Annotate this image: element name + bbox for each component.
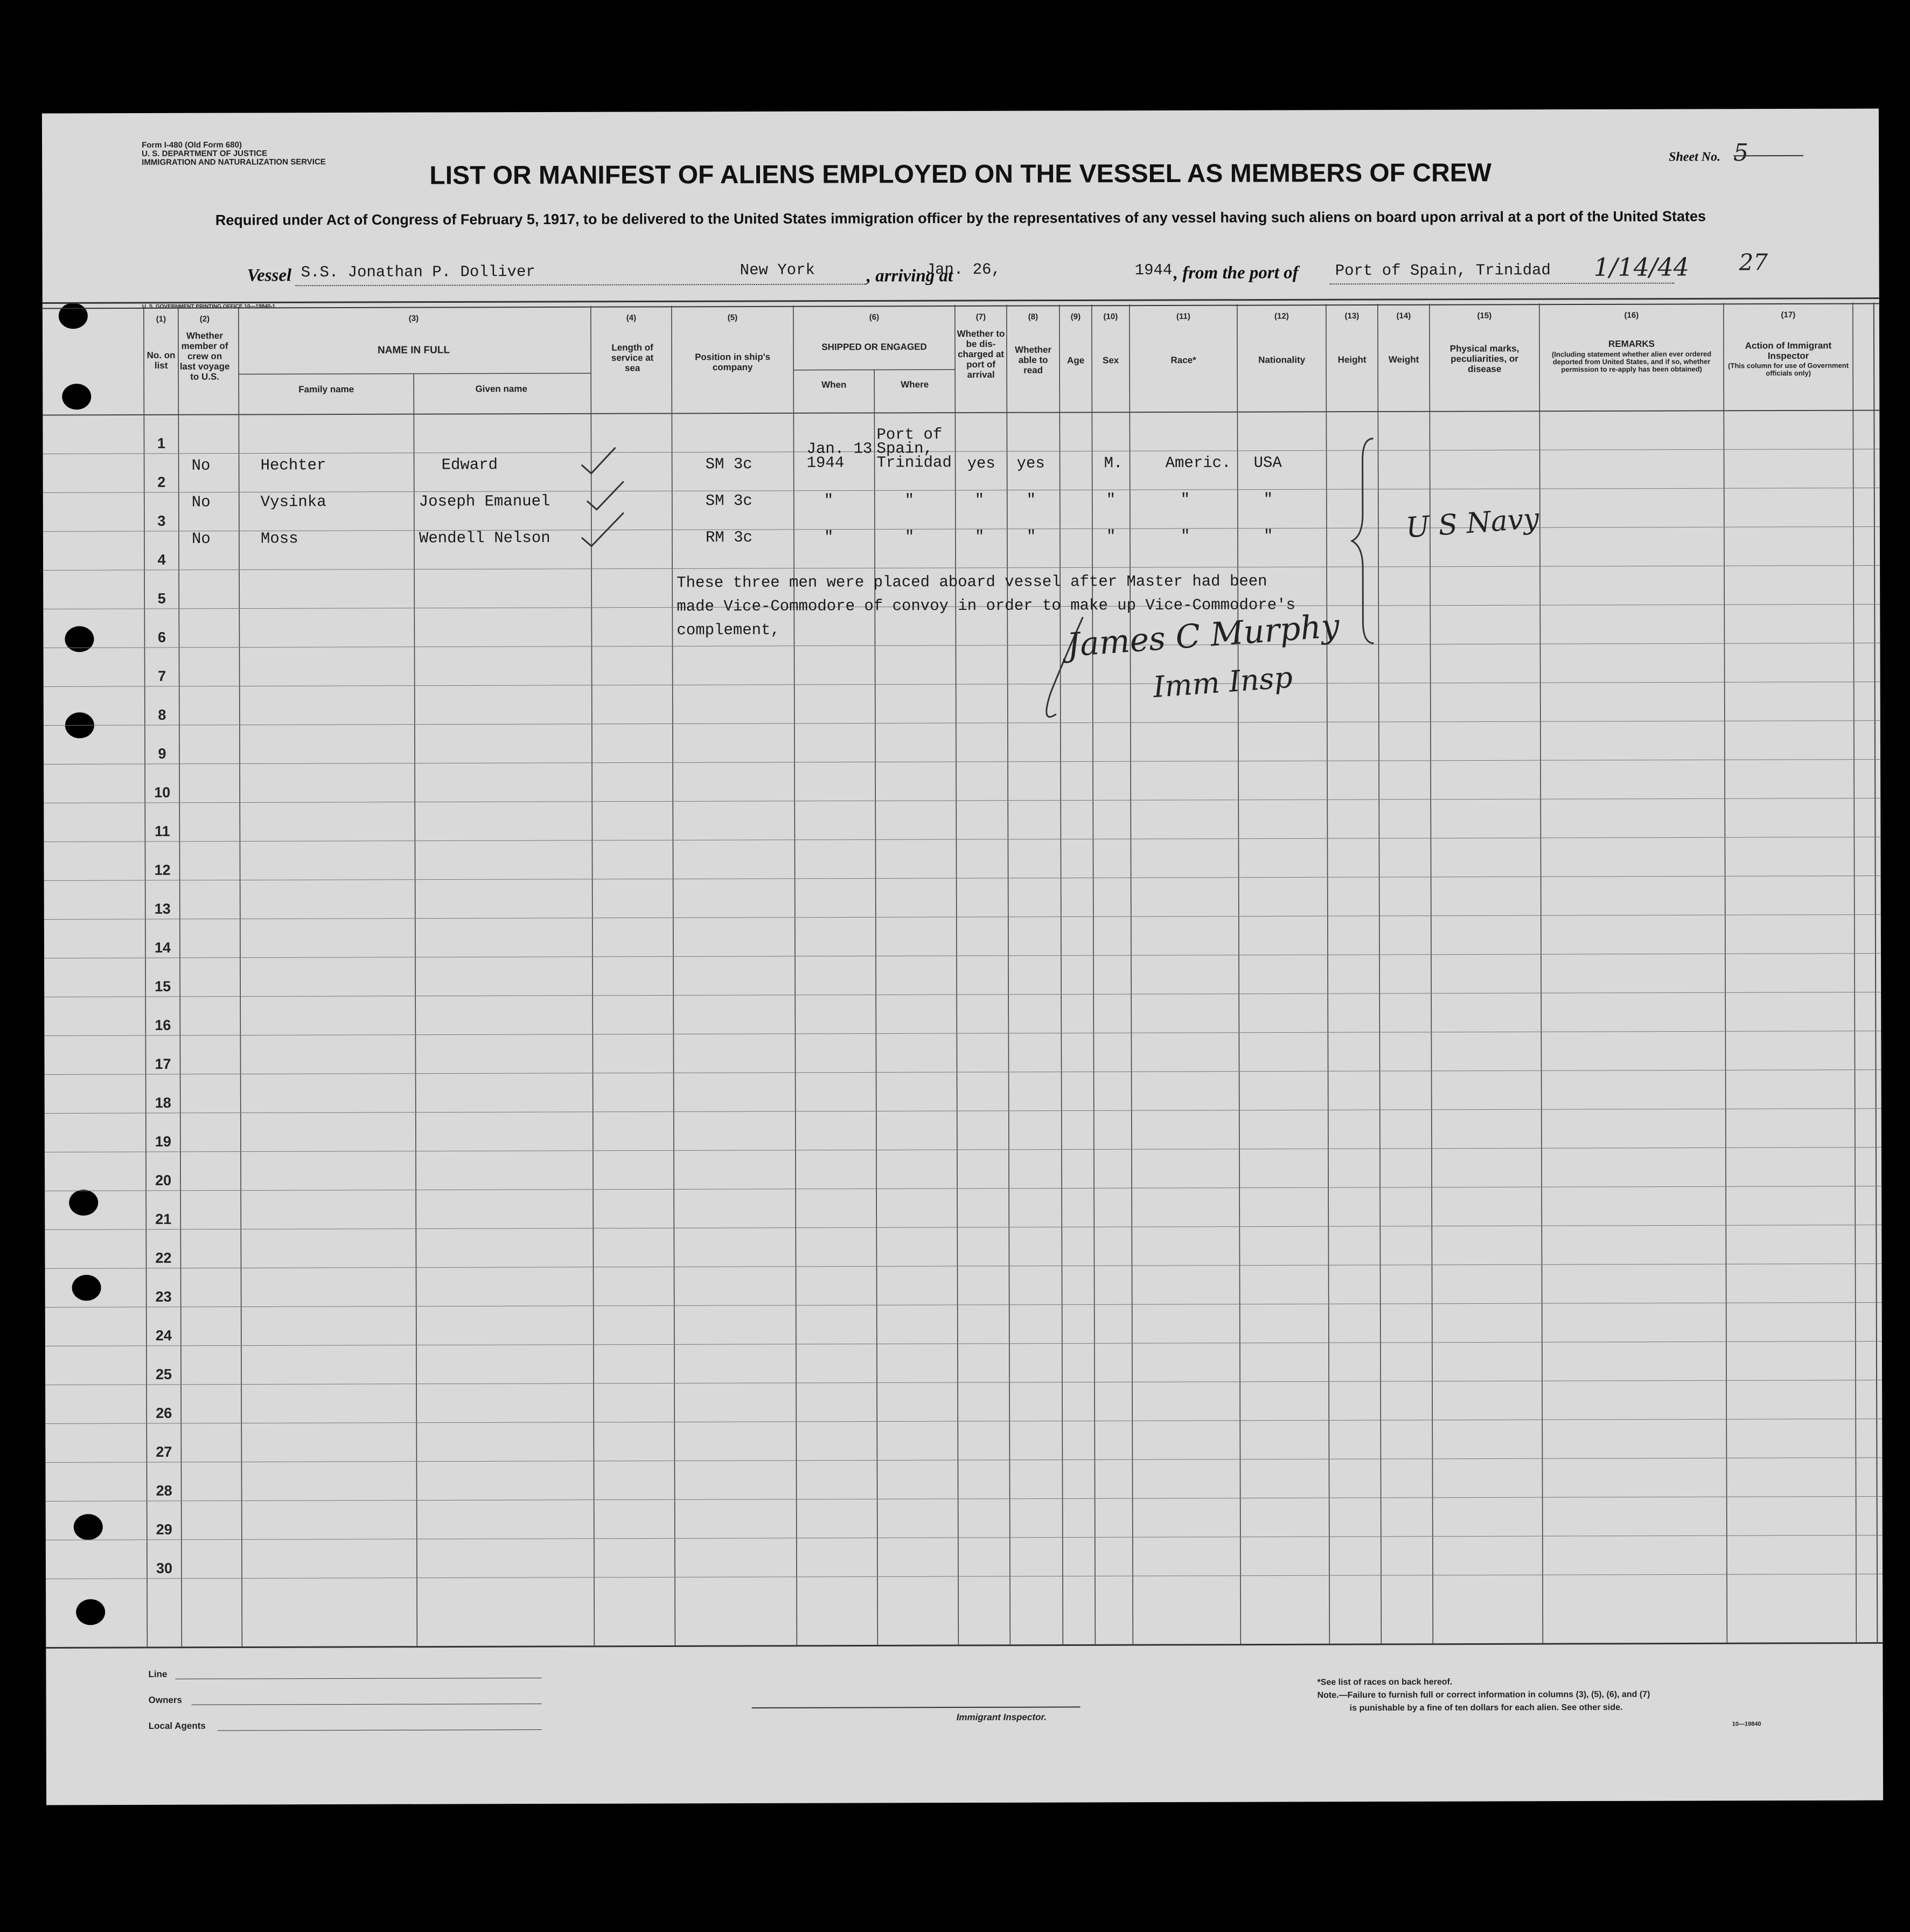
col-num-15: (15)	[1477, 311, 1492, 321]
row-number: 26	[156, 1405, 172, 1421]
note-line-3: complement,	[677, 621, 780, 640]
col-num-10: (10)	[1103, 312, 1118, 322]
cell-nationality: "	[1263, 527, 1273, 545]
vessel-name: S.S. Jonathan P. Dolliver	[301, 263, 535, 282]
cell-nationality: "	[1263, 490, 1273, 509]
footer-owners-label: Owners	[148, 1694, 182, 1705]
row-number: 29	[156, 1521, 172, 1538]
page-subtitle: Required under Act of Congress of February 5, 1917, to be delivered to the United States immigration officer by the representatives of any vessel having such aliens on board upon arrival at a port of the United States	[215, 208, 1706, 228]
col-header-weight: Weight	[1388, 354, 1419, 365]
page-title: LIST OR MANIFEST OF ALIENS EMPLOYED ON THE VESSEL AS MEMBERS OF CREW	[429, 158, 1492, 190]
row-number: 16	[155, 1017, 171, 1033]
col-num-12: (12)	[1274, 311, 1289, 321]
col-header-discharged: Whether to be dis-charged at port of arrival	[957, 328, 1005, 380]
row-number: 13	[154, 900, 171, 917]
col-header-shipped: SHIPPED OR ENGAGED	[821, 342, 927, 352]
cell-read: "	[1026, 491, 1036, 509]
checkmark-icon	[587, 482, 624, 510]
vessel-label: Vessel	[247, 266, 292, 286]
cell-race: "	[1180, 527, 1190, 545]
cell-last-voyage: No	[191, 456, 211, 475]
cell-race: "	[1180, 490, 1190, 509]
cell-position: SM 3c	[705, 455, 752, 474]
arrival-year: 1944	[1134, 261, 1173, 280]
arrival-date: Jan. 26,	[925, 260, 1001, 279]
cell-where-2: Spain,	[876, 440, 933, 458]
col-num-11: (11)	[1176, 311, 1190, 321]
row-number: 23	[155, 1288, 172, 1305]
footer-races-note: *See list of races on back hereof.	[1317, 1677, 1453, 1687]
signature-title: Imm Insp	[1152, 660, 1294, 705]
col-header-given: Given name	[475, 384, 527, 394]
col-header-physical: Physical marks, peculiarities, or disease	[1449, 343, 1519, 374]
cell-sex: "	[1106, 527, 1116, 546]
col-header-position: Position in ship's company	[695, 351, 771, 373]
col-header-remarks-note: (Including statement whether alien ever ordered deported from United States, and if so, whether permission to re-apply has been obtained)	[1551, 350, 1712, 374]
cell-given-name: Joseph Emanuel	[419, 492, 550, 511]
printing-office: U. S. GOVERNMENT PRINTING OFFICE 10—19840-1	[142, 303, 276, 310]
form-number: Form I-480 (Old Form 680)	[142, 140, 242, 150]
note-line-2: made Vice-Commodore of convoy in order to make up Vice-Commodore's	[677, 596, 1295, 616]
row-number: 2	[157, 474, 166, 490]
col-header-where: Where	[901, 379, 929, 390]
cell-nationality: USA	[1253, 454, 1282, 472]
col-header-read: Whether able to read	[1015, 344, 1052, 376]
sheet-label: Sheet No.	[1669, 150, 1721, 164]
cell-when-date: Jan. 13	[806, 440, 873, 458]
col-header-sex: Sex	[1102, 355, 1119, 366]
col-header-action: Action of Immigrant Inspector	[1745, 340, 1832, 362]
col-header-family: Family name	[298, 384, 354, 395]
handwritten-marks	[42, 109, 1883, 1805]
cell-discharged: yes	[967, 454, 995, 472]
col-header-height: Height	[1337, 355, 1367, 365]
row-number: 12	[154, 861, 171, 878]
cell-family-name: Hechter	[260, 456, 326, 475]
col-num-2: (2)	[199, 314, 210, 324]
remark-handwritten: U S Navy	[1405, 502, 1540, 545]
col-num-13: (13)	[1344, 311, 1360, 321]
row-number: 9	[158, 745, 166, 762]
cell-when: "	[824, 528, 834, 546]
manifest-sheet	[42, 109, 1883, 1805]
from-port: Port of Spain, Trinidad	[1335, 261, 1551, 280]
cell-where: "	[904, 491, 915, 510]
checkmark-icon	[582, 448, 616, 474]
row-number: 11	[155, 823, 170, 839]
col-num-4: (4)	[626, 313, 637, 323]
col-header-race: Race*	[1170, 355, 1196, 365]
row-number: 4	[157, 551, 166, 568]
cell-read: yes	[1016, 454, 1045, 472]
cell-last-voyage: No	[191, 493, 211, 511]
department: U. S. DEPARTMENT OF JUSTICE	[142, 149, 268, 158]
col-num-7: (7)	[975, 312, 986, 322]
col-num-5: (5)	[727, 313, 738, 323]
col-header-service: Length of service at sea	[611, 342, 654, 373]
col-num-3: (3)	[408, 314, 419, 323]
row-number: 7	[158, 668, 166, 684]
row-number: 25	[155, 1366, 172, 1382]
col-header-remarks: REMARKS	[1608, 338, 1655, 349]
row-number: 21	[155, 1211, 172, 1227]
cell-race: Americ.	[1165, 454, 1231, 472]
col-header-name: NAME IN FULL	[377, 344, 450, 356]
col-num-16: (16)	[1624, 310, 1639, 320]
row-number: 14	[154, 939, 171, 956]
footer-note-text-1: —Failure to furnish full or correct information in columns (3), (5), (6), and (7)	[1339, 1690, 1650, 1700]
footer-note-text-2: is punishable by a fine of ten dollars for each alien. See other side.	[1349, 1702, 1623, 1713]
col-num-17: (17)	[1781, 310, 1796, 320]
col-num-9: (9)	[1070, 312, 1081, 322]
row-number: 3	[157, 512, 166, 529]
cell-read: "	[1026, 527, 1036, 546]
cell-family-name: Moss	[260, 530, 298, 548]
from-port-label: , from the port of	[1173, 263, 1299, 283]
brace-icon	[1351, 439, 1374, 643]
row-number: 19	[155, 1133, 171, 1150]
footer-inspector-label: Immigrant Inspector.	[956, 1712, 1047, 1723]
col-header-last-voyage: Whether member of crew on last voyage to U.S.	[179, 330, 230, 382]
cell-given-name: Wendell Nelson	[419, 529, 550, 547]
col-num-1: (1)	[156, 314, 166, 324]
row-number: 5	[157, 590, 166, 607]
col-header-nationality: Nationality	[1258, 355, 1306, 365]
footer-print-code: 10—19840	[1732, 1721, 1761, 1728]
cell-where-3: Trinidad	[876, 454, 952, 472]
cell-discharged: "	[974, 527, 985, 546]
cell-where: "	[904, 528, 915, 546]
cell-position: RM 3c	[705, 529, 753, 547]
row-number: 28	[156, 1482, 172, 1499]
cell-where-1: Port of	[876, 426, 943, 444]
arriving-label: , arriving at	[866, 266, 953, 286]
row-number: 30	[156, 1560, 173, 1576]
row-number: 8	[158, 706, 166, 723]
col-header-action-note: (This column for use of Government officials only)	[1728, 361, 1849, 378]
footer-agents-label: Local Agents	[148, 1720, 206, 1731]
footer-line-label: Line	[148, 1669, 168, 1679]
col-num-8: (8)	[1028, 312, 1038, 322]
row-number: 27	[156, 1443, 172, 1460]
handwritten-date: 1/14/44	[1593, 252, 1690, 282]
checkmark-icon	[582, 513, 624, 546]
cell-sex: "	[1106, 491, 1116, 509]
service: IMMIGRATION AND NATURALIZATION SERVICE	[142, 157, 326, 167]
cell-last-voyage: No	[191, 530, 211, 548]
row-number: 22	[155, 1249, 172, 1266]
row-number: 15	[155, 978, 171, 995]
row-number: 6	[157, 629, 166, 645]
col-header-age: Age	[1067, 355, 1085, 366]
signature: James C Murphy	[1065, 607, 1341, 665]
col-num-14: (14)	[1396, 311, 1411, 321]
col-header-when: When	[821, 379, 847, 390]
page-number: 27	[1739, 249, 1768, 276]
sheet-value: 5	[1733, 139, 1749, 167]
col-num-6: (6)	[869, 312, 880, 322]
row-number: 1	[157, 435, 166, 451]
cell-position: SM 3c	[705, 492, 752, 510]
row-number: 18	[155, 1094, 171, 1111]
col-header-no: No. on list	[147, 350, 176, 371]
cell-family-name: Vysinka	[260, 493, 326, 511]
row-number: 20	[155, 1172, 172, 1189]
note-line-1: These three men were placed aboard vessel after Master had been	[677, 572, 1267, 592]
cell-given-name: Edward	[441, 456, 498, 474]
cell-when-year: 1944	[806, 454, 845, 472]
cell-discharged: "	[974, 491, 985, 509]
footer-note	[1318, 1690, 1650, 1701]
arrival-port: New York	[740, 261, 815, 280]
cell-when: "	[824, 491, 834, 510]
row-number: 10	[154, 784, 171, 801]
cell-sex: M.	[1104, 454, 1123, 472]
row-number: 24	[155, 1327, 172, 1344]
row-number: 17	[155, 1055, 171, 1072]
footer-note-label: Note.	[1317, 1691, 1339, 1700]
